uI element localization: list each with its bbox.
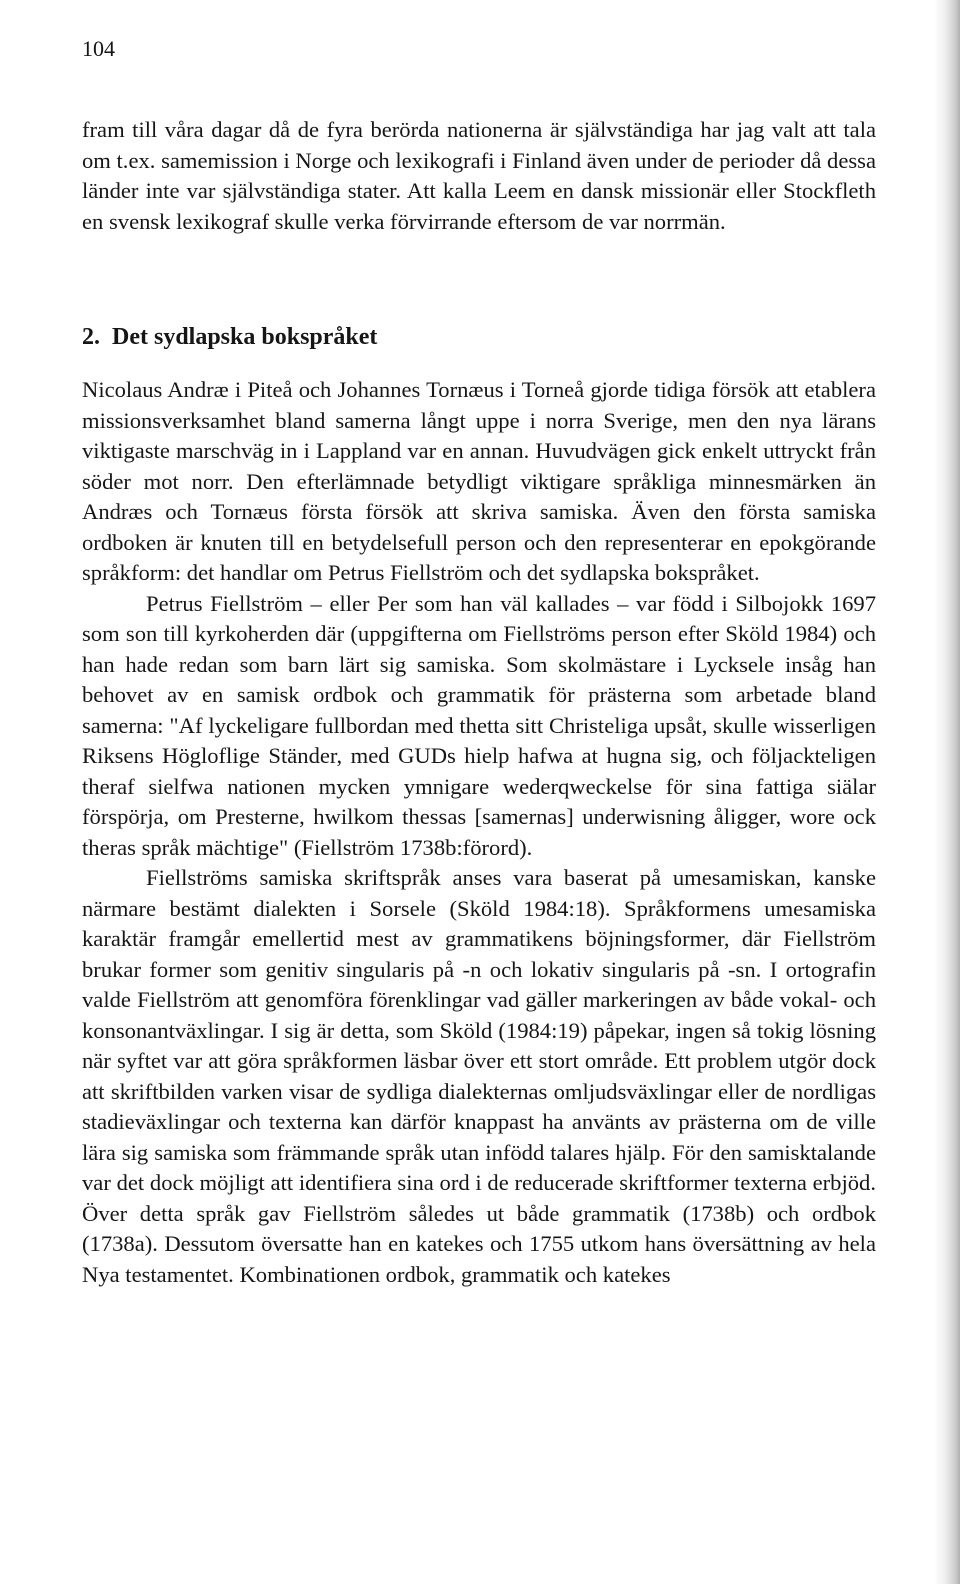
paragraph: Petrus Fiellström – eller Per som han väl kallades – var född i Silbojokk 1697 som son till kyrkoherden där (uppgifterna om Fiellströms person efter Sköld 1984) och han hade redan som barn lärt sig samiska. Som skolmästare i Lycksele insåg han behovet av en samisk ordbok och grammatik för prästerna som arbetade bland samerna: "Af lyckeligare fullbordan med thetta sitt Christeliga upsåt, skulle wisserligen Riksens Högloflige Ständer, med GUDs hielp hafwa at hugna sig, och följackteligen theraf sielfwa nationen mycken ymnigare wederqweckelse för sina fattiga siälar förspörja, om Presterne, hwilkom thessas [samernas] underwisning åligger, wore ock theras språk mächtige" (Fiellström 1738b:förord). [82,590,876,860]
section-heading [82,322,377,352]
paragraph: Nicolaus Andræ i Piteå och Johannes Tornæus i Torneå gjorde tidiga försök att etablera missionsverksamhet bland samerna långt uppe i norra Sverige, men den nya lärans viktigaste marschväg in i Lappland var en annan. Huvudvägen gick enkelt uttryckt från söder mot norr. Den efterlämnade betydligt viktigare språkliga minnesmärken än Andræs och Tornæus första försök att skriva samiska. Även den första samiska ordboken är knuten till en betydelsefull person och den representerar en epokgörande språkform: det handlar om Petrus Fiellström och det sydlapska bokspråket. [82,377,876,585]
page-edge-shadow [934,0,960,1584]
page-number: 104 [82,36,115,61]
section-title: Det sydlapska bokspråket [112,324,378,350]
paragraph: fram till våra dagar då de fyra berörda nationerna är självständiga har jag valt att tala om t.ex. samemission i Norge och lexikografi i Finland även under de perioder då dessa länder inte var självständiga stater. Att kalla Leem en dansk missionär eller Stockfleth en svensk lexikograf skulle verka förvirrande eftersom de var norrmän. [82,117,876,234]
section-number: 2. [82,324,100,350]
section-body [82,375,876,1290]
paragraph: Fiellströms samiska skriftspråk anses vara baserat på umesamiskan, kanske närmare bestämt dialekten i Sorsele (Sköld 1984:18). Språkformens umesamiska karaktär framgår emellertid mest av grammatikens böjningsformer, där Fiellström brukar former som genitiv singularis på -n och lokativ singularis på -sn. I ortografin valde Fiellström att genomföra förenklingar vad gäller markeringen av både vokal- och konsonantväxlingar. I sig är detta, som Sköld (1984:19) påpekar, ingen så tokig lösning när syftet var att göra språkformen läsbar över ett stort område. Ett problem utgör dock att skriftbilden varken visar de sydliga dialekternas omljudsväxlingar eller de nordligas stadieväxlingar och texterna kan därför knappast ha använts av prästerna om de ville lära sig samiska som främmande språk utan infödd talares hjälp. För den samisktalande var det dock möjligt att identifiera sina ord i de reducerade skriftformer texterna erbjöd. Över detta språk gav Fiellström således ut både grammatik (1738b) och ordbok (1738a). Dessutom översatte han en katekes och 1755 utkom hans översättning av hela Nya testamentet. Kombinationen ordbok, grammatik och katekes [82,865,876,1287]
intro-paragraph [82,115,876,237]
